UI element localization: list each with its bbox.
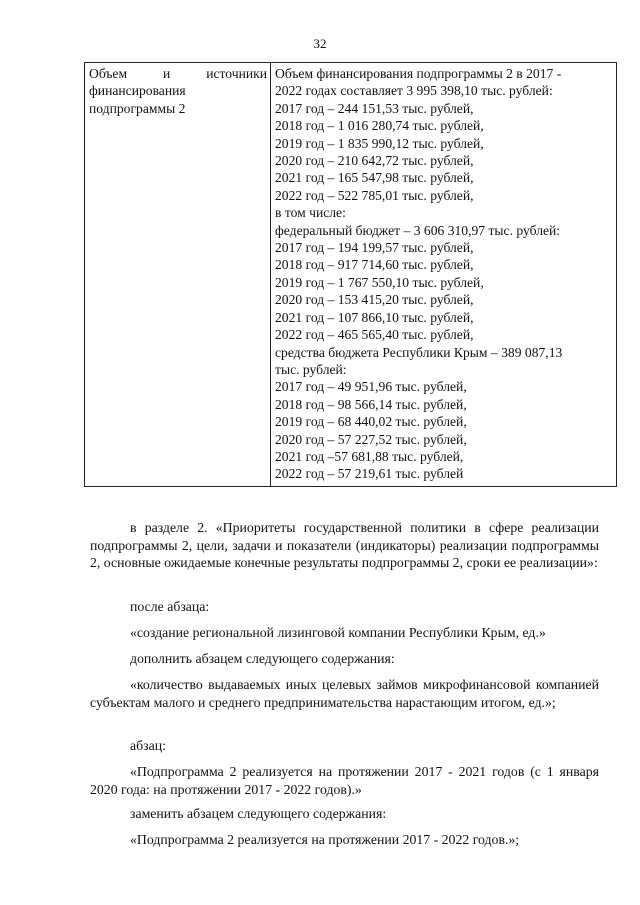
old-quote-block (90, 763, 599, 798)
funding-line: средства бюджета Республики Крым – 389 087,13 (275, 344, 563, 360)
label-word: и (163, 66, 171, 81)
add-paragraph: дополнить абзацем следующего содержания: (130, 651, 395, 666)
funding-value-cell (271, 63, 617, 487)
funding-line: 2021 год –57 681,88 тыс. рублей, (275, 448, 464, 464)
funding-line: 2020 год – 153 415,20 тыс. рублей, (275, 292, 474, 308)
funding-line: в том числе: (275, 205, 346, 221)
label-word: Объем (89, 66, 128, 81)
page-number: 32 (313, 36, 327, 51)
leasing-quote: «создание региональной лизинговой компании Республики Крым, ед.» (130, 625, 546, 640)
leasing-quote-block (90, 624, 599, 642)
funding-line: 2021 год – 107 866,10 тыс. рублей, (275, 309, 474, 325)
funding-line: 2020 год – 210 642,72 тыс. рублей, (275, 153, 474, 169)
funding-table (84, 62, 617, 487)
funding-line: 2022 год – 465 565,40 тыс. рублей, (275, 327, 474, 343)
funding-label-cell (85, 63, 271, 487)
new-quote-block (90, 831, 599, 849)
funding-line: 2020 год – 57 227,52 тыс. рублей, (275, 431, 467, 447)
funding-line: 2018 год – 98 566,14 тыс. рублей, (275, 396, 467, 412)
funding-line: тыс. рублей: (275, 361, 347, 377)
section-paragraph: в разделе 2. «Приоритеты государственной политики в сфере реализации подпрограммы 2, цели, задачи и показатели (индикаторы) реализации подпрограммы 2, основные ожидаемые конечные результаты подпрограммы 2, сроки ее реализации»: (90, 520, 599, 571)
funding-line: 2017 год – 194 199,57 тыс. рублей, (275, 240, 474, 256)
loans-quote: «количество выдаваемых иных целевых займов микрофинансовой компанией субъектам малого и среднего предпринимательства нарастающим итогом, ед.»; (90, 677, 599, 710)
funding-line: федеральный бюджет – 3 606 310,97 тыс. рублей: (275, 222, 561, 238)
funding-line: 2022 годах составляет 3 995 398,10 тыс. рублей: (275, 83, 553, 99)
funding-line: 2022 год – 57 219,61 тыс. рублей (275, 466, 464, 482)
funding-line: 2018 год – 917 714,60 тыс. рублей, (275, 257, 474, 273)
section-paragraph-block (90, 519, 599, 572)
table-row (85, 63, 617, 487)
funding-line: 2021 год – 165 547,98 тыс. рублей, (275, 170, 474, 186)
label-word: источники (206, 66, 267, 81)
add-paragraph-block (90, 650, 599, 668)
replace-paragraph: заменить абзацем следующего содержания: (130, 806, 387, 821)
new-quote: «Подпрограмма 2 реализуется на протяжении 2017 - 2022 годов.»; (130, 832, 520, 847)
funding-line: 2017 год – 244 151,53 тыс. рублей, (275, 100, 474, 116)
label-line: подпрограммы 2 (89, 100, 186, 116)
after-paragraph-block (90, 598, 599, 616)
paragraph-word-block (90, 737, 599, 755)
after-paragraph: после абзаца: (130, 599, 210, 614)
funding-line: 2022 год – 522 785,01 тыс. рублей, (275, 187, 474, 203)
loans-quote-block (90, 676, 599, 711)
funding-line: 2018 год – 1 016 280,74 тыс. рублей, (275, 118, 484, 134)
paragraph-word: абзац: (130, 738, 166, 753)
label-line: финансирования (89, 83, 186, 99)
funding-line: Объем финансирования подпрограммы 2 в 2017 - (275, 66, 562, 81)
label-first-line (89, 65, 267, 82)
funding-line: 2019 год – 1 835 990,12 тыс. рублей, (275, 135, 484, 151)
replace-paragraph-block (90, 805, 599, 823)
funding-line: 2019 год – 1 767 550,10 тыс. рублей, (275, 274, 484, 290)
funding-line: 2019 год – 68 440,02 тыс. рублей, (275, 414, 467, 430)
old-quote: «Подпрограмма 2 реализуется на протяжении 2017 - 2021 годов (с 1 января 2020 года: на протяжении 2017 - 2022 годов).» (90, 764, 599, 797)
funding-line: 2017 год – 49 951,96 тыс. рублей, (275, 379, 467, 395)
